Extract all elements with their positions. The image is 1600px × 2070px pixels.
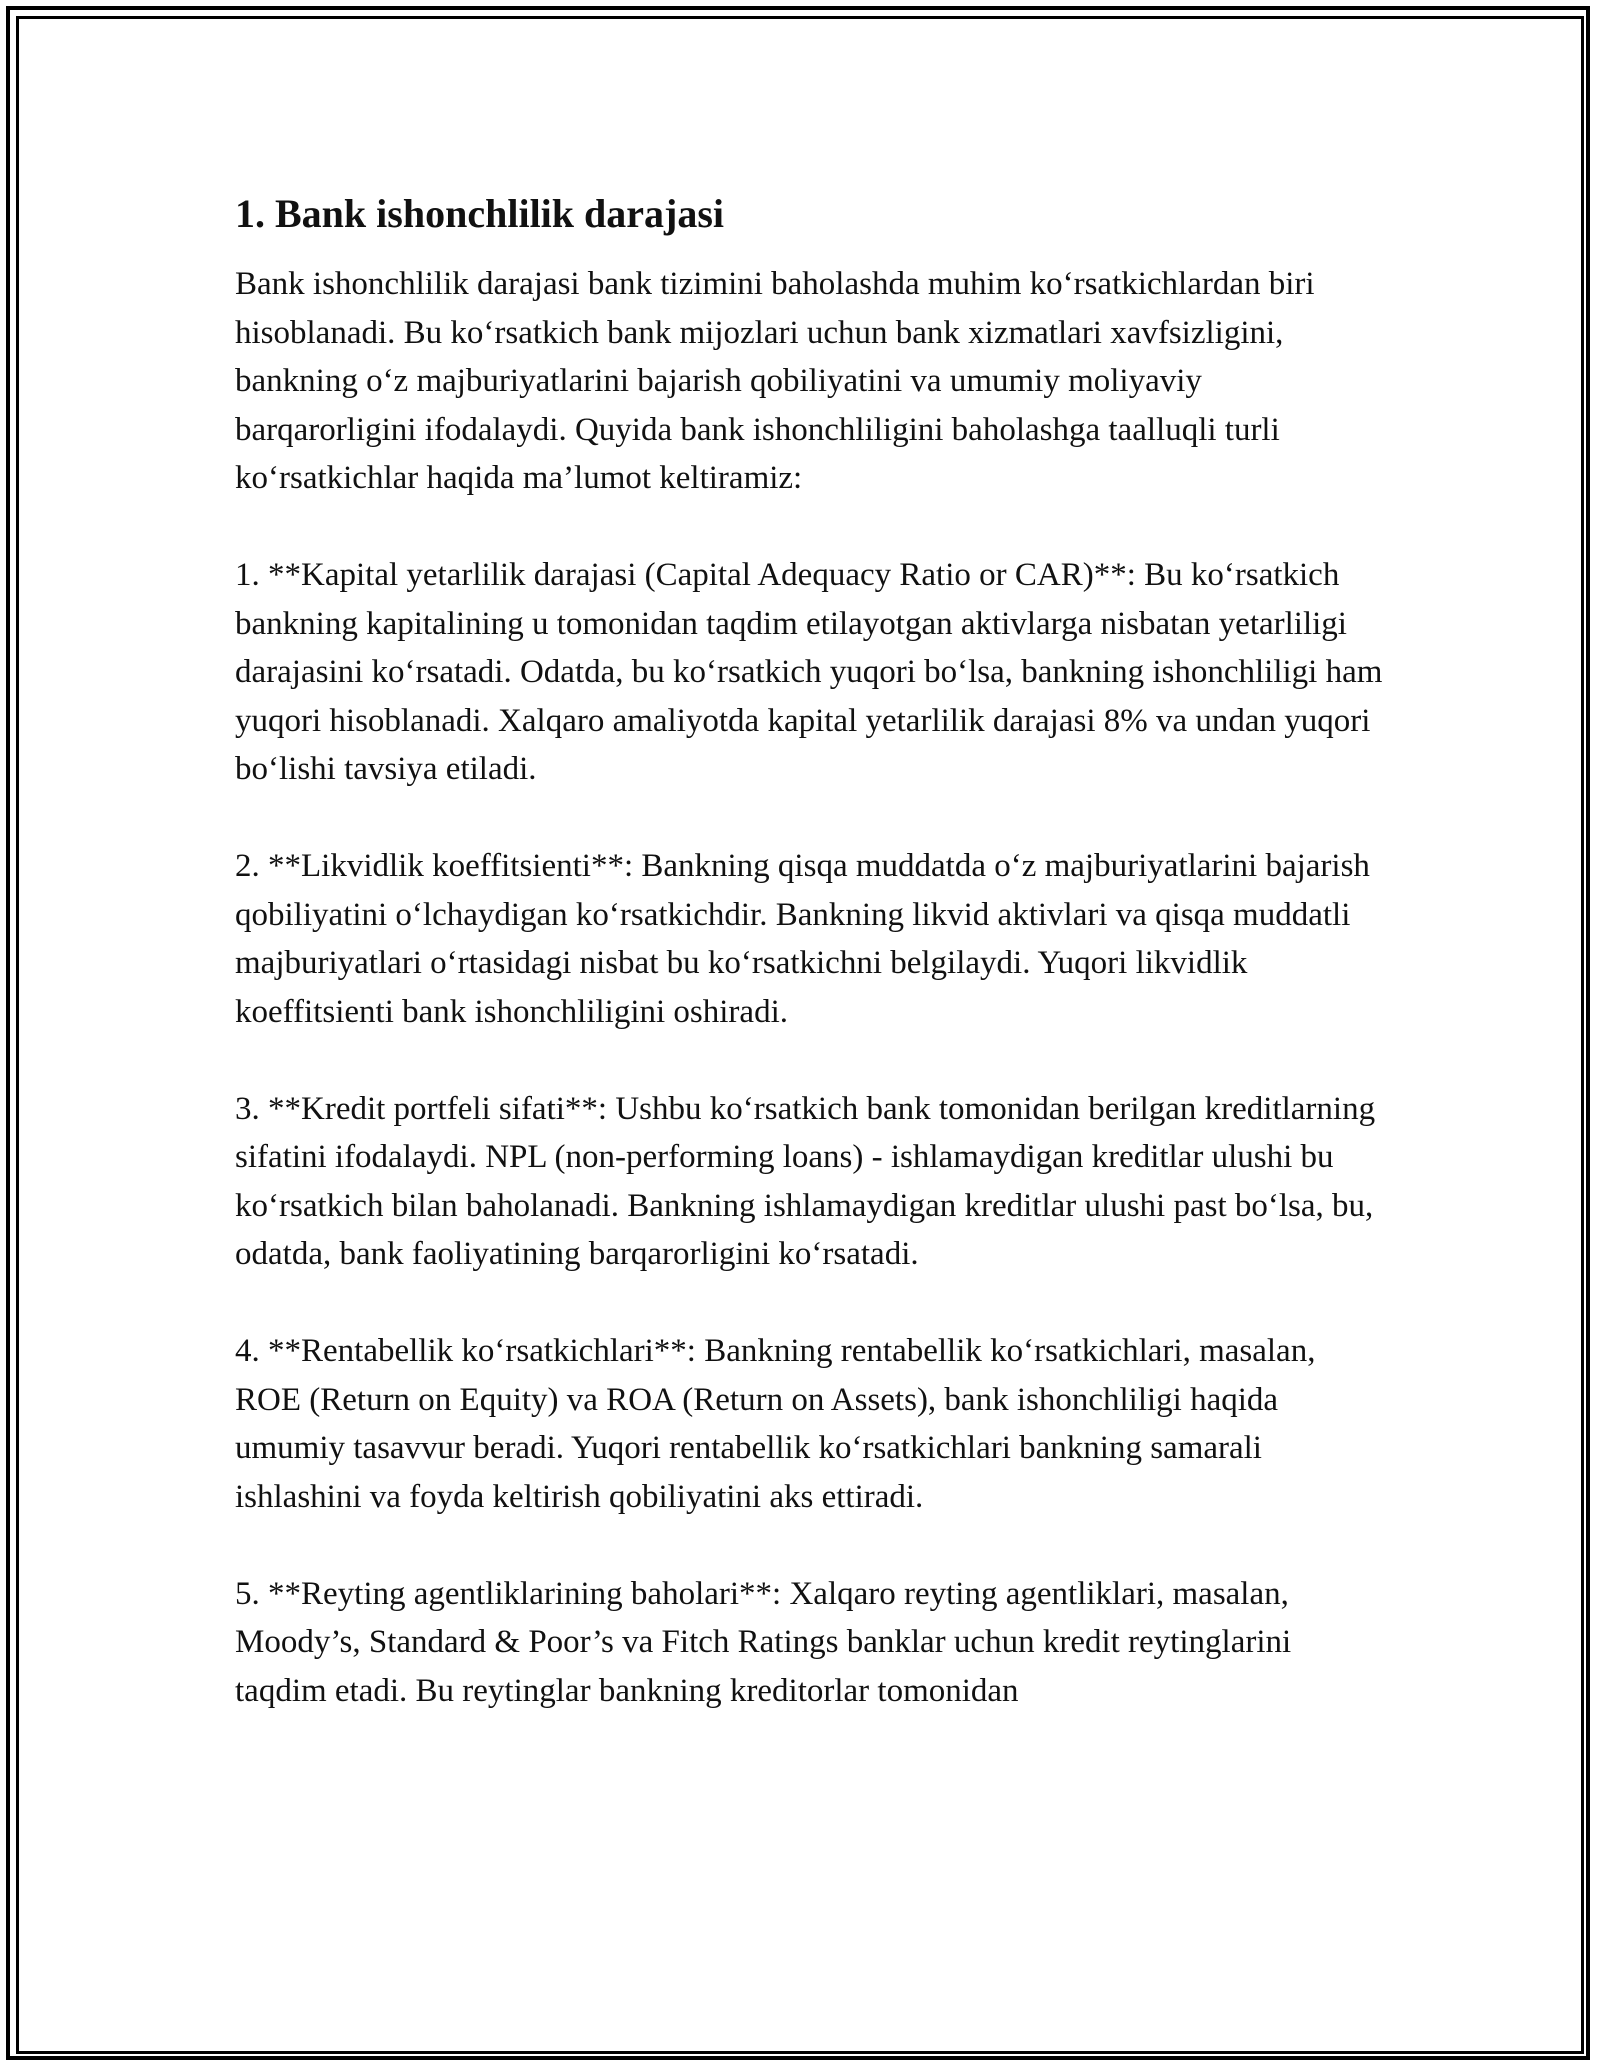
intro-paragraph: Bank ishonchlilik darajasi bank tizimini baholashda muhim ko‘rsatkichlardan biri hisoblanadi. Bu ko‘rsatkich bank mijozlari uchun bank xizmatlari xavfsizligini, bankning o‘z majburiyatlarini bajarish qobiliyatini va umumiy moliyaviy barqarorligini ifodalaydi. Quyida bank ishonchliligini baholashga taalluqli turli ko‘rsatkichlar haqida ma’lumot keltiramiz: — [235, 266, 1315, 496]
paragraph-profitability: 4. **Rentabellik ko‘rsatkichlari**: Bankning rentabellik ko‘rsatkichlari, masalan, ROE (Return on Equity) va ROA (Return on Assets), bank ishonchliligi haqida umumiy tasavvur beradi. Yuqori rentabellik ko‘rsatkichlari bankning samarali ishlashini va foyda keltirish qobiliyatini aks ettiradi. — [235, 1333, 1316, 1515]
paragraph-credit-portfolio: 3. **Kredit portfeli sifati**: Ushbu ko‘rsatkich bank tomonidan berilgan kreditlarning sifatini ifodalaydi. NPL (non-performing loans) - ishlamaydigan kreditlar ulushi bu ko‘rsatkich bilan baholanadi. Bankning ishlamaydigan kreditlar ulushi past bo‘lsa, bu, odatda, bank faoliyatining barqarorligini ko‘rsatadi. — [235, 1090, 1376, 1272]
paragraph-capital-adequacy: 1. **Kapital yetarlilik darajasi (Capital Adequacy Ratio or CAR)**: Bu ko‘rsatkich bankning kapitalining u tomonidan taqdim etilayotgan aktivlarga nisbatan yetarliligi darajasini ko‘rsatadi. Odatda, bu ko‘rsatkich yuqori bo‘lsa, bankning ishonchliligi ham yuqori hisoblanadi. Xalqaro amaliyotda kapital yetarlilik darajasi 8% va undan yuqori bo‘lishi tavsiya etiladi. — [235, 557, 1383, 787]
paragraph-ratings: 5. **Reyting agentliklarining baholari**: Xalqaro reyting agentliklari, masalan, Moody’s, Standard & Poor’s va Fitch Ratings banklar uchun kredit reytinglarini taqdim etadi. Bu reytinglar bankning kreditorlar tomonidan — [235, 1575, 1292, 1709]
document-body — [235, 188, 1385, 1764]
paragraph-liquidity: 2. **Likvidlik koeffitsienti**: Bankning qisqa muddatda o‘z majburiyatlarini bajarish qobiliyatini o‘lchaydigan ko‘rsatkichdir. Bankning likvid aktivlari va qisqa muddatli majburiyatlari o‘rtasidagi nisbat bu ko‘rsatkichni belgilaydi. Yuqori likvidlik koeffitsienti bank ishonchliligini oshiradi. — [235, 848, 1370, 1030]
document-title: 1. Bank ishonchlilik darajasi — [235, 191, 725, 236]
